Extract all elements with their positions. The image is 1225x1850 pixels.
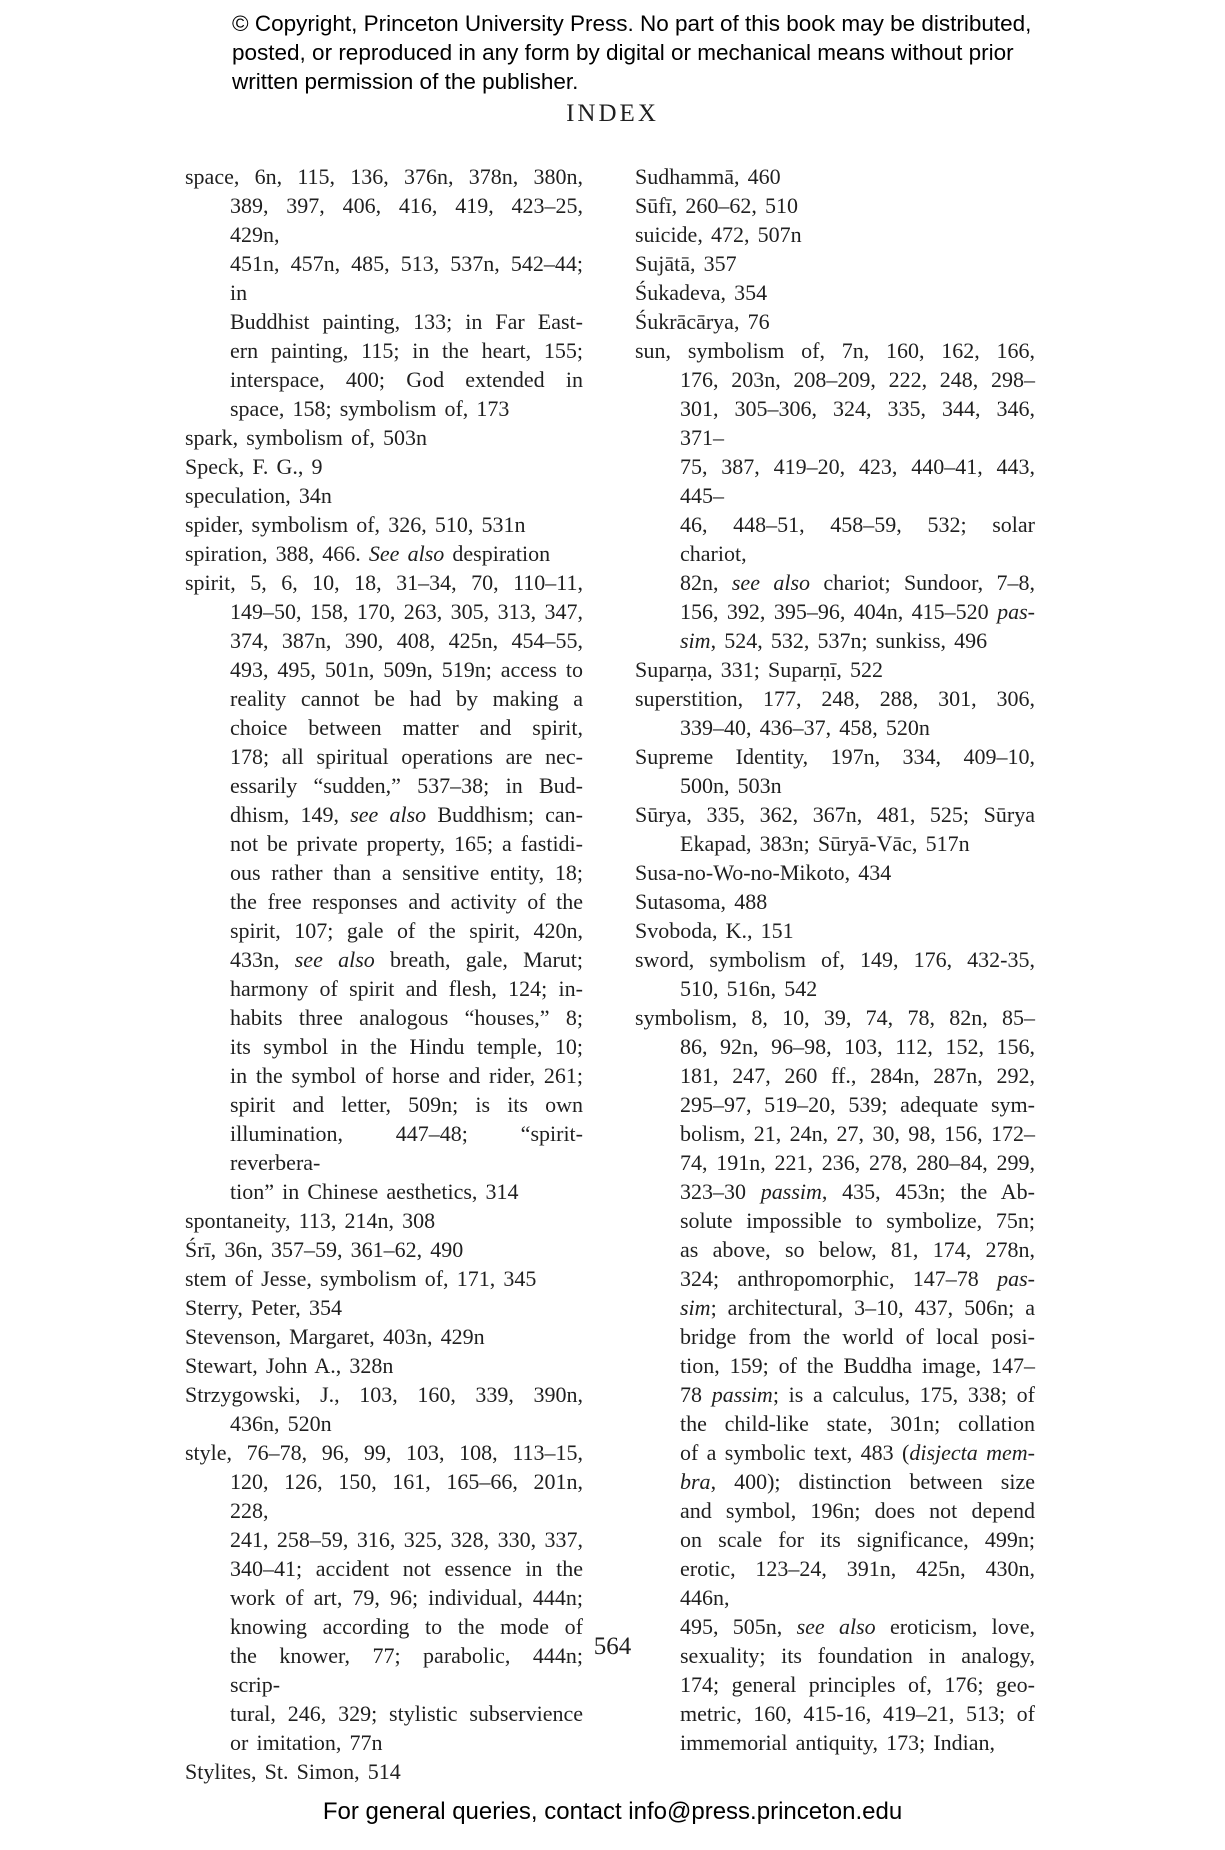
index-entry-line: Speck, F. G., 9 xyxy=(185,454,323,479)
index-entry-line: 178; all spiritual operations are nec- xyxy=(230,744,583,769)
index-entry-line: 120, 126, 150, 161, 165–66, 201n, 228, xyxy=(230,1469,583,1523)
index-entry-line: 389, 397, 406, 416, 419, 423–25, 429n, xyxy=(230,193,583,247)
index-entry-line: essarily “sudden,” 537–38; in Bud- xyxy=(230,773,583,798)
index-entry-line: 374, 387n, 390, 408, 425n, 454–55, xyxy=(230,628,583,653)
index-entry xyxy=(185,1351,583,1380)
index-entry-line: and symbol, 196n; does not depend xyxy=(680,1498,1035,1523)
index-entry-line: work of art, 79, 96; individual, 444n; xyxy=(230,1585,583,1610)
index-entry-line: spontaneity, 113, 214n, 308 xyxy=(185,1208,436,1233)
index-entry-line: its symbol in the Hindu temple, 10; xyxy=(230,1034,583,1059)
index-entry-line: solute impossible to symbolize, 75n; xyxy=(680,1208,1035,1233)
index-entry-line: tural, 246, 329; stylistic subservience xyxy=(230,1701,583,1726)
copyright-notice: © Copyright, Princeton University Press. No part of this book may be distributed, posted, or reproduced in any form by digital or mechanical means without prior written permission of the publisher. xyxy=(232,11,1032,94)
index-entry-line: 493, 495, 501n, 509n, 519n; access to xyxy=(230,657,583,682)
index-entry xyxy=(185,481,583,510)
index-entry-line: sexuality; its foundation in analogy, xyxy=(680,1643,1035,1668)
index-entry-line: Sujātā, 357 xyxy=(635,251,737,276)
index-entry xyxy=(185,1264,583,1293)
index-entry-line: spirit, 5, 6, 10, 18, 31–34, 70, 110–11, xyxy=(185,570,583,595)
index-entry-line: 174; general principles of, 176; geo- xyxy=(680,1672,1035,1697)
index-entry-line: ern painting, 115; in the heart, 155; xyxy=(230,338,583,363)
index-entry-line: 500n, 503n xyxy=(680,773,782,798)
index-entry xyxy=(635,916,1035,945)
index-entry-line: Supreme Identity, 197n, 334, 409–10, xyxy=(635,744,1035,769)
index-entry-line: the child-like state, 301n; collation xyxy=(680,1411,1035,1436)
index-entry-line: the free responses and activity of the xyxy=(230,889,583,914)
index-entry-line: Sūfī, 260–62, 510 xyxy=(635,193,798,218)
index-entry xyxy=(635,742,1035,800)
index-entry-line: sword, symbolism of, 149, 176, 432-35, xyxy=(635,947,1035,972)
index-entry xyxy=(635,220,1035,249)
index-entry-line: spiration, 388, 466. See also despiration xyxy=(185,541,551,566)
index-entry-line: stem of Jesse, symbolism of, 171, 345 xyxy=(185,1266,537,1291)
index-entry-line: reality cannot be had by making a xyxy=(230,686,583,711)
index-entry xyxy=(635,336,1035,655)
index-entry-line: not be private property, 165; a fastidi- xyxy=(230,831,583,856)
index-entry xyxy=(185,1438,583,1757)
index-entry-line: Suparṇa, 331; Suparṇī, 522 xyxy=(635,657,884,682)
index-entry-line: 295–97, 519–20, 539; adequate sym- xyxy=(680,1092,1035,1117)
index-entry-line: or imitation, 77n xyxy=(230,1730,383,1755)
index-entry-line: Ekapad, 383n; Sūryā-Vāc, 517n xyxy=(680,831,970,856)
index-entry xyxy=(185,568,583,1206)
index-column-left xyxy=(185,162,583,1786)
index-entry-line: Susa-no-Wo-no-Mikoto, 434 xyxy=(635,860,892,885)
index-entry-line: 510, 516n, 542 xyxy=(680,976,818,1001)
index-entry-line: Stewart, John A., 328n xyxy=(185,1353,394,1378)
index-entry-line: knowing according to the mode of xyxy=(230,1614,583,1639)
index-entry xyxy=(635,191,1035,220)
index-entry xyxy=(635,945,1035,1003)
index-columns xyxy=(185,162,1035,1786)
index-entry-line: 339–40, 436–37, 458, 520n xyxy=(680,715,930,740)
index-entry-line: interspace, 400; God extended in xyxy=(230,367,583,392)
index-entry-line: harmony of spirit and flesh, 124; in- xyxy=(230,976,583,1001)
index-entry-line: the knower, 77; parabolic, 444n; scrip- xyxy=(230,1643,583,1697)
index-entry-line: 46, 448–51, 458–59, 532; solar chariot, xyxy=(680,512,1035,566)
index-entry-line: on scale for its significance, 499n; xyxy=(680,1527,1035,1552)
index-entry xyxy=(185,1322,583,1351)
index-entry xyxy=(635,249,1035,278)
index-entry-line: Stevenson, Margaret, 403n, 429n xyxy=(185,1324,485,1349)
index-entry-line: erotic, 123–24, 391n, 425n, 430n, 446n, xyxy=(680,1556,1035,1610)
index-entry-line: Sudhammā, 460 xyxy=(635,164,781,189)
index-entry-line: ous rather than a sensitive entity, 18; xyxy=(230,860,583,885)
index-entry-line: habits three analogous “houses,” 8; xyxy=(230,1005,583,1030)
index-entry-line: symbolism, 8, 10, 39, 74, 78, 82n, 85– xyxy=(635,1005,1035,1030)
index-entry-line: sim, 524, 532, 537n; sunkiss, 496 xyxy=(680,628,988,653)
index-entry xyxy=(185,510,583,539)
index-entry-line: 149–50, 158, 170, 263, 305, 313, 347, xyxy=(230,599,583,624)
index-entry-line: space, 6n, 115, 136, 376n, 378n, 380n, xyxy=(185,164,583,189)
index-entry-line: 436n, 520n xyxy=(230,1411,332,1436)
index-entry xyxy=(185,539,583,568)
index-entry-line: choice between matter and spirit, xyxy=(230,715,583,740)
index-entry-line: bra, 400); distinction between size xyxy=(680,1469,1035,1494)
index-entry-line: as above, so below, 81, 174, 278n, xyxy=(680,1237,1035,1262)
index-entry xyxy=(635,655,1035,684)
index-entry-line: Śukadeva, 354 xyxy=(635,280,768,305)
index-entry-line: in the symbol of horse and rider, 261; xyxy=(230,1063,583,1088)
index-entry-line: 433n, see also breath, gale, Marut; xyxy=(230,947,583,972)
index-entry xyxy=(185,162,583,423)
index-entry-line: 156, 392, 395–96, 404n, 415–520 pas- xyxy=(680,599,1035,624)
index-entry-line: of a symbolic text, 483 (disjecta mem- xyxy=(680,1440,1035,1465)
index-entry xyxy=(185,1293,583,1322)
page-number: 564 xyxy=(593,1633,632,1660)
index-entry xyxy=(635,858,1035,887)
index-entry-line: 75, 387, 419–20, 423, 440–41, 443, 445– xyxy=(680,454,1035,508)
index-entry xyxy=(185,1235,583,1264)
index-entry xyxy=(635,278,1035,307)
index-entry-line: Sūrya, 335, 362, 367n, 481, 525; Sūrya xyxy=(635,802,1035,827)
index-entry-line: spider, symbolism of, 326, 510, 531n xyxy=(185,512,526,537)
index-entry-line: suicide, 472, 507n xyxy=(635,222,802,247)
index-entry-line: dhism, 149, see also Buddhism; can- xyxy=(230,802,583,827)
index-entry xyxy=(185,452,583,481)
index-entry-line: sun, symbolism of, 7n, 160, 162, 166, xyxy=(635,338,1035,363)
index-entry xyxy=(635,887,1035,916)
footer-contact: For general queries, contact info@press.princeton.edu xyxy=(322,1798,903,1825)
index-entry-line: 323–30 passim, 435, 453n; the Ab- xyxy=(680,1179,1035,1204)
index-entry-line: 324; anthropomorphic, 147–78 pas- xyxy=(680,1266,1035,1291)
index-entry-line: spirit, 107; gale of the spirit, 420n, xyxy=(230,918,583,943)
index-entry-line: 74, 191n, 221, 236, 278, 280–84, 299, xyxy=(680,1150,1035,1175)
index-entry xyxy=(635,684,1035,742)
index-entry-line: Svoboda, K., 151 xyxy=(635,918,794,943)
index-entry-line: Buddhist painting, 133; in Far East- xyxy=(230,309,583,334)
index-entry-line: spark, symbolism of, 503n xyxy=(185,425,427,450)
index-entry-line: 340–41; accident not essence in the xyxy=(230,1556,583,1581)
index-entry xyxy=(185,1757,583,1786)
index-entry-line: illumination, 447–48; “spirit-reverbera- xyxy=(230,1121,583,1175)
index-entry-line: immemorial antiquity, 173; Indian, xyxy=(680,1730,996,1755)
index-entry xyxy=(635,307,1035,336)
index-entry xyxy=(635,162,1035,191)
index-entry-line: metric, 160, 415-16, 419–21, 513; of xyxy=(680,1701,1035,1726)
index-column-right xyxy=(635,162,1035,1786)
index-entry-line: 176, 203n, 208–209, 222, 248, 298– xyxy=(680,367,1035,392)
index-entry-line: Strzygowski, J., 103, 160, 339, 390n, xyxy=(185,1382,583,1407)
index-entry-line: 86, 92n, 96–98, 103, 112, 152, 156, xyxy=(680,1034,1035,1059)
index-entry-line: 495, 505n, see also eroticism, love, xyxy=(680,1614,1035,1639)
index-entry-line: bridge from the world of local posi- xyxy=(680,1324,1035,1349)
index-heading: INDEX xyxy=(566,100,659,127)
index-entry xyxy=(185,423,583,452)
index-entry-line: 78 passim; is a calculus, 175, 338; of xyxy=(680,1382,1035,1407)
index-entry-line: space, 158; symbolism of, 173 xyxy=(230,396,510,421)
index-entry xyxy=(635,800,1035,858)
index-entry-line: 451n, 457n, 485, 513, 537n, 542–44; in xyxy=(230,251,583,305)
index-entry-line: Śrī, 36n, 357–59, 361–62, 490 xyxy=(185,1237,464,1262)
index-entry-line: speculation, 34n xyxy=(185,483,332,508)
index-entry-line: Sterry, Peter, 354 xyxy=(185,1295,342,1320)
index-entry-line: 241, 258–59, 316, 325, 328, 330, 337, xyxy=(230,1527,583,1552)
index-entry-line: bolism, 21, 24n, 27, 30, 98, 156, 172– xyxy=(680,1121,1035,1146)
index-entry-line: 181, 247, 260 ff., 284n, 287n, 292, xyxy=(680,1063,1035,1088)
index-entry-line: sim; architectural, 3–10, 437, 506n; a xyxy=(680,1295,1035,1320)
index-entry-line: Stylites, St. Simon, 514 xyxy=(185,1759,401,1784)
index-entry-line: 301, 305–306, 324, 335, 344, 346, 371– xyxy=(680,396,1035,450)
index-entry xyxy=(185,1206,583,1235)
index-entry-line: spirit and letter, 509n; is its own xyxy=(230,1092,583,1117)
index-entry-line: 82n, see also chariot; Sundoor, 7–8, xyxy=(680,570,1036,595)
index-entry-line: Śukrācārya, 76 xyxy=(635,309,770,334)
index-entry xyxy=(185,1380,583,1438)
index-entry-line: tion” in Chinese aesthetics, 314 xyxy=(230,1179,519,1204)
index-entry-line: Sutasoma, 488 xyxy=(635,889,768,914)
index-entry-line: superstition, 177, 248, 288, 301, 306, xyxy=(635,686,1035,711)
index-entry-line: tion, 159; of the Buddha image, 147– xyxy=(680,1353,1035,1378)
index-entry-line: style, 76–78, 96, 99, 103, 108, 113–15, xyxy=(185,1440,583,1465)
